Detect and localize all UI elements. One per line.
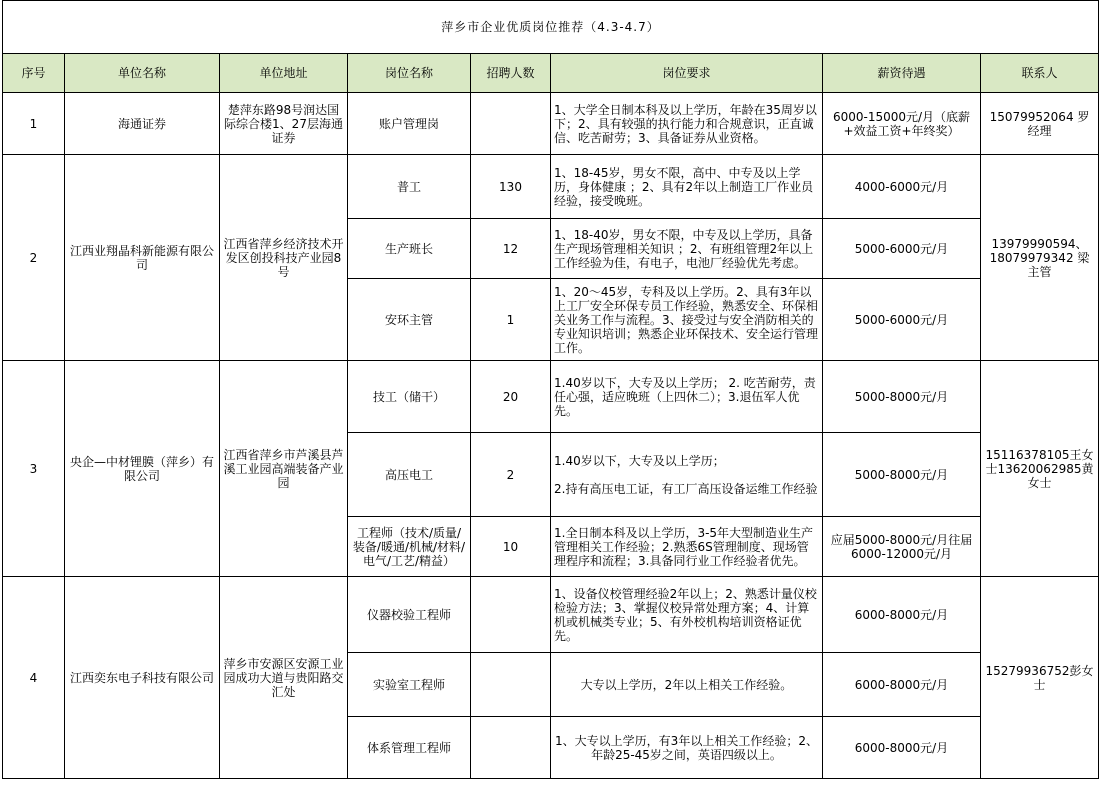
row-no: 4	[3, 577, 65, 779]
header-job-title: 岗位名称	[348, 54, 471, 93]
job-salary: 6000-15000元/月（底薪+效益工资+年终奖）	[823, 93, 981, 155]
job-salary: 5000-8000元/月	[823, 361, 981, 433]
job-count	[471, 717, 551, 779]
job-count	[471, 577, 551, 653]
job-requirements: 1、大学全日制本科及以上学历，年龄在35周岁以下；2、具有较强的执行能力和合规意识，正直诚信、吃苦耐劳；3、具备证券从业资格。	[551, 93, 823, 155]
job-title: 普工	[348, 155, 471, 219]
job-requirements: 1、18-45岁，男女不限，高中、中专及以上学历，身体健康 ；2、具有2年以上制造工厂作业员经验，接受晚班。	[551, 155, 823, 219]
requirement-line: 1.40岁以下，大专及以上学历；	[554, 453, 725, 468]
job-count: 10	[471, 517, 551, 577]
header-row	[3, 54, 1099, 93]
job-salary: 应届5000-8000元/月往届6000-12000元/月	[823, 517, 981, 577]
job-table	[2, 0, 1099, 779]
header-contact: 联系人	[981, 54, 1099, 93]
job-count: 2	[471, 433, 551, 517]
job-count: 12	[471, 219, 551, 279]
row-no: 3	[3, 361, 65, 577]
job-requirements	[551, 433, 823, 517]
company-contact: 15079952064 罗经理	[981, 93, 1099, 155]
company-address: 江西省萍乡经济技术开发区创投科技产业园8号	[220, 155, 348, 361]
job-salary: 6000-8000元/月	[823, 717, 981, 779]
job-title: 安环主管	[348, 279, 471, 361]
job-requirements: 1、18-40岁，男女不限，中专及以上学历，具备生产现场管理相关知识 ；2、有班组管理2年以上工作经验为佳，有电子，电池厂经验优先考虑。	[551, 219, 823, 279]
job-count	[471, 93, 551, 155]
job-salary: 5000-6000元/月	[823, 219, 981, 279]
table-row	[3, 361, 1099, 433]
company-name: 海通证券	[65, 93, 220, 155]
company-address: 江西省萍乡市芦溪县芦溪工业园高端装备产业园	[220, 361, 348, 577]
job-requirements: 1.40岁以下，大专及以上学历； 2. 吃苦耐劳，责任心强，适应晚班（上四休二）；3.退伍军人优先。	[551, 361, 823, 433]
job-count: 130	[471, 155, 551, 219]
job-title: 高压电工	[348, 433, 471, 517]
header-count: 招聘人数	[471, 54, 551, 93]
job-requirements: 1.全日制本科及以上学历，3-5年大型制造业生产管理相关工作经验；2.熟悉6S管理制度、现场管理程序和流程；3.具备同行业工作经验者优先。	[551, 517, 823, 577]
company-address: 萍乡市安源区安源工业园成功大道与贵阳路交汇处	[220, 577, 348, 779]
company-contact: 15279936752彭女士	[981, 577, 1099, 779]
job-title: 仪器校验工程师	[348, 577, 471, 653]
header-requirements: 岗位要求	[551, 54, 823, 93]
table-row	[3, 155, 1099, 219]
header-company: 单位名称	[65, 54, 220, 93]
job-title: 账户管理岗	[348, 93, 471, 155]
table-row	[3, 577, 1099, 653]
job-title: 技工（储干）	[348, 361, 471, 433]
company-name: 江西奕东电子科技有限公司	[65, 577, 220, 779]
header-salary: 薪资待遇	[823, 54, 981, 93]
job-salary: 4000-6000元/月	[823, 155, 981, 219]
table-row	[3, 93, 1099, 155]
job-requirements: 大专以上学历，2年以上相关工作经验。	[551, 653, 823, 717]
job-count: 1	[471, 279, 551, 361]
row-no: 2	[3, 155, 65, 361]
job-requirements: 1、大专以上学历，有3年以上相关工作经验；2、年龄25-45岁之间，英语四级以上。	[551, 717, 823, 779]
company-address: 楚萍东路98号润达国际综合楼1、27层海通证券	[220, 93, 348, 155]
requirement-line: 2.持有高压电工证，有工厂高压设备运维工作经验	[554, 481, 818, 496]
job-salary: 5000-8000元/月	[823, 433, 981, 517]
company-contact: 15116378105王女士13620062985黄女士	[981, 361, 1099, 577]
job-salary: 5000-6000元/月	[823, 279, 981, 361]
company-name: 江西业翔晶科新能源有限公司	[65, 155, 220, 361]
job-salary: 6000-8000元/月	[823, 577, 981, 653]
job-requirements: 1、20～45岁，专科及以上学历。2、具有3年以上工厂安全环保专员工作经验，熟悉安全、环保相关业务工作与流程。3、接受过与安全消防相关的专业知识培训；熟悉企业环保技术、安全运行管理工作。	[551, 279, 823, 361]
header-no: 序号	[3, 54, 65, 93]
job-count	[471, 653, 551, 717]
job-salary: 6000-8000元/月	[823, 653, 981, 717]
company-name: 央企—中材锂膜（萍乡）有限公司	[65, 361, 220, 577]
job-title: 体系管理工程师	[348, 717, 471, 779]
row-no: 1	[3, 93, 65, 155]
job-title: 实验室工程师	[348, 653, 471, 717]
job-title: 工程师（技术/质量/装备/暖通/机械/材料/电气/工艺/精益）	[348, 517, 471, 577]
job-count: 20	[471, 361, 551, 433]
company-contact: 13979990594、18079979342 梁主管	[981, 155, 1099, 361]
page-title: 萍乡市企业优质岗位推荐（4.3-4.7）	[3, 1, 1099, 54]
header-address: 单位地址	[220, 54, 348, 93]
job-title: 生产班长	[348, 219, 471, 279]
job-requirements: 1、设备仪校管理经验2年以上；2、熟悉计量仪校检验方法；3、掌握仪校异常处理方案；4、计算机或机械类专业；5、有外校机构培训资格证优先。	[551, 577, 823, 653]
